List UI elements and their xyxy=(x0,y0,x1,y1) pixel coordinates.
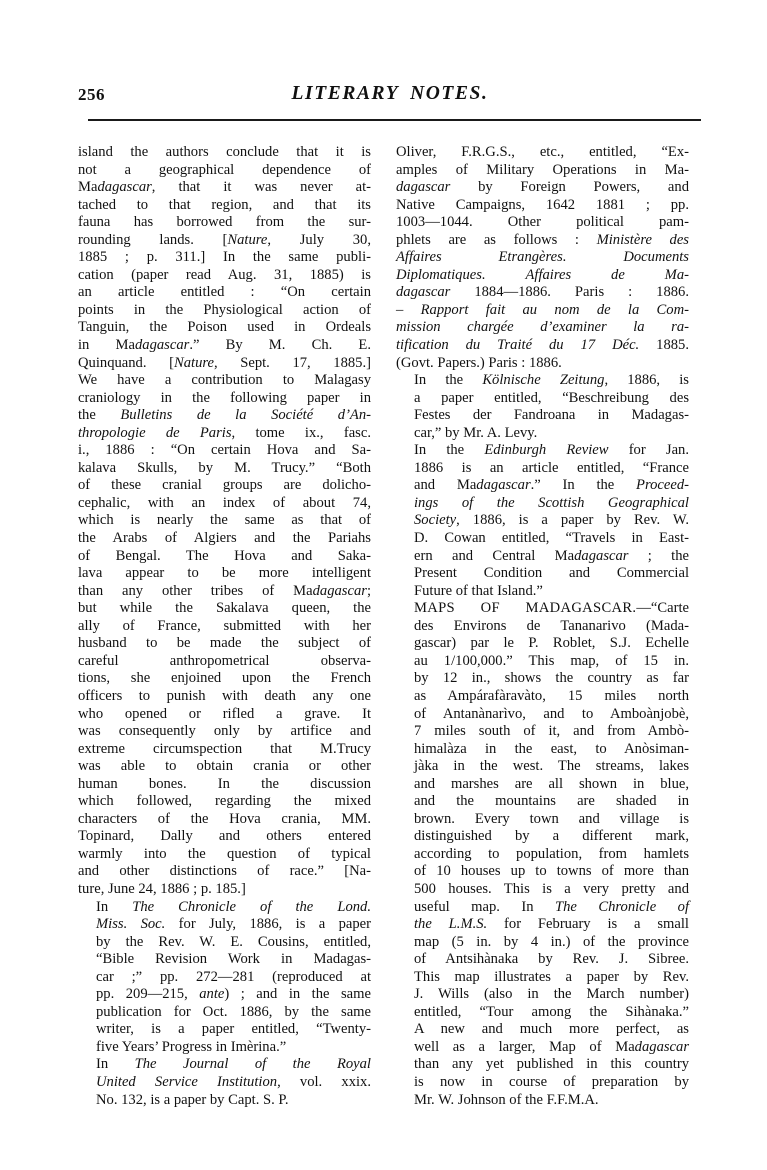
text-line: entitled, “Tour among the Sihànaka.” xyxy=(414,1003,689,1020)
text-line: A new and much more perfect, as xyxy=(414,1021,689,1038)
text-line: mission chargée d’examiner la ra- xyxy=(396,319,689,336)
text-line: careful anthropometrical observa- xyxy=(78,652,371,669)
text-line: Madagascar, that it was never at- xyxy=(78,179,371,196)
text-line: who opened or rifled a grave. It xyxy=(78,705,371,722)
text-column-left xyxy=(78,144,371,1109)
text-line: thropologie de Paris, tome ix., fasc. xyxy=(78,424,371,441)
text-line: 500 houses. This is a very pretty and xyxy=(414,880,689,897)
text-line: publication for Oct. 1886, by the same xyxy=(96,1003,371,1020)
text-line: des Environs de Tananarivo (Mada- xyxy=(414,617,689,634)
text-line: was consequently only by artifice and xyxy=(78,723,371,740)
text-line: In the Kölnische Zeitung, 1886, is xyxy=(414,372,689,389)
text-line: Future of that Island.” xyxy=(414,582,543,599)
text-line: ture, June 24, 1886 ; p. 185.] xyxy=(78,880,246,897)
text-line: Quinquand. [Nature, Sept. 17, 1885.] xyxy=(78,354,371,371)
text-line: – Rapport fait au nom de la Com- xyxy=(396,301,689,318)
text-line: jàka in the west. The streams, lakes xyxy=(414,758,689,775)
text-line: “Bible Revision Work in Madagas- xyxy=(96,951,371,968)
text-line: Present Condition and Commercial xyxy=(414,565,689,582)
text-line: 1003—1044. Other political pam- xyxy=(396,214,689,231)
text-line: In The Chronicle of the Lond. xyxy=(96,898,371,915)
text-line: by 12 in., shows the country as far xyxy=(414,670,689,687)
text-line: tification du Traité du 17 Déc. 1885. xyxy=(396,337,689,354)
text-line: car,” by Mr. A. Levy. xyxy=(414,424,538,441)
text-line: ings of the Scottish Geographical xyxy=(414,494,689,511)
text-line: Oliver, F.R.G.S., etc., entitled, “Ex- xyxy=(396,144,689,160)
text-line: gascar) par le P. Roblet, S.J. Echelle xyxy=(414,635,689,652)
running-head xyxy=(78,83,702,109)
text-line: D. Cowan entitled, “Travels in East- xyxy=(414,530,689,547)
text-line: ern and Central Madagascar ; the xyxy=(414,547,690,564)
text-line: Native Campaigns, 1642 1881 ; pp. xyxy=(396,196,689,213)
text-line: himalàza in the east, to Anòsiman- xyxy=(414,740,689,757)
text-line: officers to punish with death any one xyxy=(78,687,371,704)
text-line: Topinard, Dally and others entered xyxy=(78,828,371,845)
text-line: Festes der Fandroana in Madagas- xyxy=(414,407,689,424)
paragraph xyxy=(78,144,371,899)
text-line: In the Edinburgh Review for Jan. xyxy=(414,442,689,459)
text-line: well as a larger, Map of Madagascar xyxy=(414,1038,689,1055)
text-line: tions, she enjoined upon the French xyxy=(78,670,371,687)
text-line: of these cranial groups are dolicho- xyxy=(78,477,371,494)
text-line: dagascar by Foreign Powers, and xyxy=(396,179,689,196)
text-line: as Ampárafàravàto, 15 miles north xyxy=(414,687,689,704)
text-line: the Bulletins de la Société d’An- xyxy=(78,407,371,424)
text-line: lava appear to be more intelligent xyxy=(78,565,371,582)
text-line: of Antsihànaka by Rev. J. Sibree. xyxy=(414,951,689,968)
text-line: ally of France, submitted with her xyxy=(78,617,371,634)
text-column-right xyxy=(396,144,689,1109)
text-line: useful map. In The Chronicle of xyxy=(414,898,689,915)
text-line: five Years’ Progress in Imèrina.” xyxy=(96,1038,287,1055)
text-line: and Madagascar.” In the Proceed- xyxy=(414,477,689,494)
text-line: fauna has borrowed from the sur- xyxy=(78,214,371,231)
text-line: Mr. W. Johnson of the F.F.M.A. xyxy=(414,1091,599,1108)
text-line: phlets are as follows : Ministère des xyxy=(396,231,689,248)
text-line: island the authors conclude that it is xyxy=(78,144,371,160)
text-line: extreme circumspection that M.Trucy xyxy=(78,740,371,757)
text-line: and other distinctions of race.” [Na- xyxy=(78,863,371,880)
text-line: which is nearly the same as that of xyxy=(78,512,371,529)
text-line: Society, 1886, is a paper by Rev. W. xyxy=(414,512,689,529)
text-line: pp. 209—215, ante) ; and in the same xyxy=(96,986,371,1003)
text-line: kalava Skulls, by M. Trucy.” “Both xyxy=(78,459,371,476)
folio-number: 256 xyxy=(78,85,105,104)
text-line: J. Wills (also in the March number) xyxy=(414,986,689,1003)
text-line: of Bengal. The Hova and Saka- xyxy=(78,547,371,564)
paragraph xyxy=(396,372,689,442)
text-line: not a geographical dependence of xyxy=(78,161,371,178)
paragraph xyxy=(396,144,689,372)
text-line: Affaires Etrangères. Documents xyxy=(396,249,689,266)
text-line: We have a contribution to Malagasy xyxy=(78,372,371,389)
text-line: according to population, from hamlets xyxy=(414,845,689,862)
text-line: in Madagascar.” By M. Ch. E. xyxy=(78,337,371,354)
paragraph xyxy=(78,899,371,1057)
text-line: warmly into the question of typical xyxy=(78,845,371,862)
text-line: human bones. In the discussion xyxy=(78,775,371,792)
text-line: craniology in the following paper in xyxy=(78,389,371,406)
text-line: points in the Physiological action of xyxy=(78,301,371,318)
text-line: cation (paper read Aug. 31, 1885) is xyxy=(78,266,371,283)
text-line: brown. Every town and village is xyxy=(414,810,689,827)
text-line: In The Journal of the Royal xyxy=(96,1056,371,1073)
text-line: United Service Institution, vol. xxix. xyxy=(96,1073,371,1090)
text-line: rounding lands. [Nature, July 30, xyxy=(78,231,372,248)
text-line: and marshes are all shown in blue, xyxy=(414,775,689,792)
text-line: the L.M.S. for February is a small xyxy=(414,916,689,933)
text-line: writer, is a paper entitled, “Twenty- xyxy=(96,1021,371,1038)
text-line: of 10 houses up to towns of more than xyxy=(414,863,689,880)
text-line: a paper entitled, “Beschreibung des xyxy=(414,389,689,406)
text-line: 1886 is an article entitled, “France xyxy=(414,459,689,476)
text-line: This map illustrates a paper by Rev. xyxy=(414,968,689,985)
text-line: au 1/100,000.” This map, of 15 in. xyxy=(414,652,689,669)
text-line: than any other tribes of Madagascar; xyxy=(78,582,371,599)
text-line: but while the Sakalava queen, the xyxy=(78,600,371,617)
text-line: by the Rev. W. E. Cousins, entitled, xyxy=(96,933,371,950)
text-line: of Antanànarìvo, and to Amboànjobè, xyxy=(414,705,689,722)
text-line: was able to obtain crania or other xyxy=(78,758,371,775)
text-line: and the mountains are shaded in xyxy=(414,793,689,810)
text-line: tached to that region, and that its xyxy=(78,196,371,213)
text-line: Tanguin, the Poison used in Ordeals xyxy=(78,319,371,336)
text-line: car ;” pp. 272—281 (reproduced at xyxy=(96,968,371,985)
text-line: husband to be made the subject of xyxy=(78,635,371,652)
text-line: No. 132, is a paper by Capt. S. P. xyxy=(96,1091,289,1108)
text-line: than any yet published in this country xyxy=(414,1056,689,1073)
text-line: distinguished by a different mark, xyxy=(414,828,689,845)
text-line: 1885 ; p. 311.] In the same publi- xyxy=(78,249,371,266)
paragraph xyxy=(78,1056,371,1109)
paragraph xyxy=(396,600,689,1109)
text-line: i., 1886 : “On certain Hova and Sa- xyxy=(78,442,371,459)
text-line: dagascar 1884—1886. Paris : 1886. xyxy=(396,284,689,301)
text-line: amples of Military Operations in Ma- xyxy=(396,161,689,178)
text-line: characters of the Hova crania, MM. xyxy=(78,810,371,827)
text-line: (Govt. Papers.) Paris : 1886. xyxy=(396,354,562,371)
text-line: Diplomatiques. Affaires de Ma- xyxy=(396,266,689,283)
text-line: 7 miles south of it, and from Ambò- xyxy=(414,723,689,740)
text-line: an article entitled : “On certain xyxy=(78,284,371,301)
page-title: LITERARY NOTES. xyxy=(291,83,489,104)
text-line: cephalic, with an index of about 74, xyxy=(78,494,371,511)
text-line: Miss. Soc. for July, 1886, is a paper xyxy=(96,916,371,933)
text-line: MAPS OF MADAGASCAR.—“Carte xyxy=(414,600,689,617)
text-line: map (5 in. by 4 in.) of the province xyxy=(414,933,689,950)
header-rule xyxy=(88,119,701,121)
paragraph xyxy=(396,442,689,600)
text-line: which followed, regarding the mixed xyxy=(78,793,371,810)
text-line: is now in course of preparation by xyxy=(414,1073,689,1090)
text-line: the Arabs of Algiers and the Pariahs xyxy=(78,530,371,547)
